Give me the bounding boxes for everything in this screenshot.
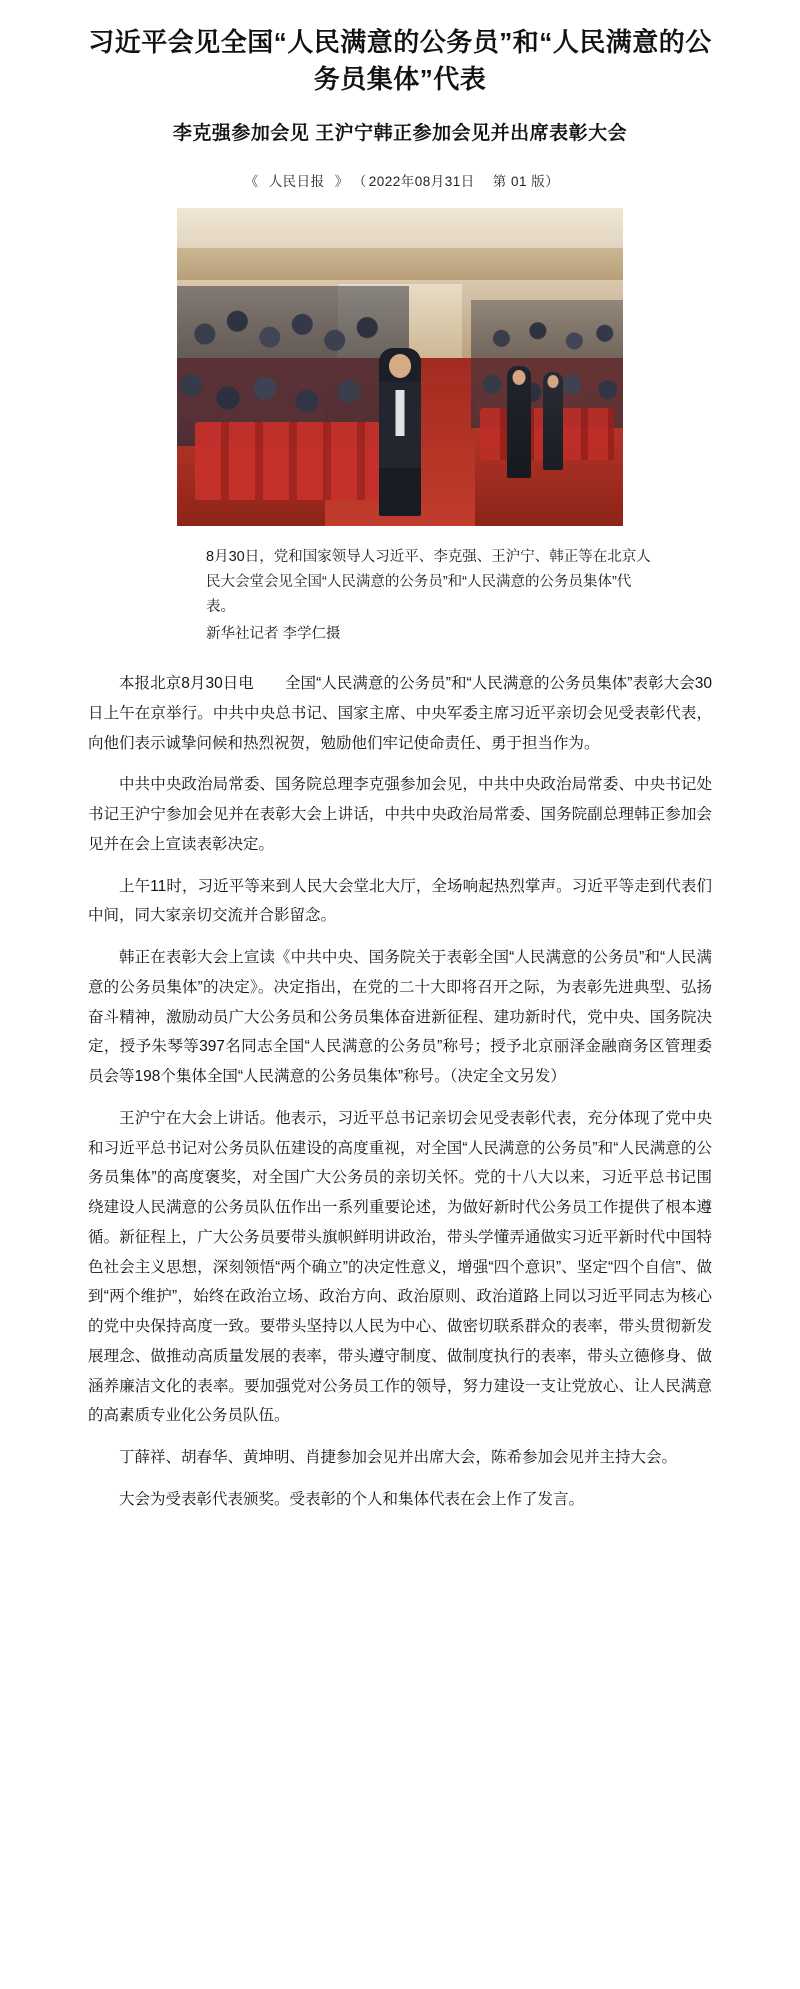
source-page-number: 第 01 版 (492, 174, 546, 190)
source-date: 2022年08月31日 (368, 174, 475, 190)
photo-person-right-a (507, 366, 531, 478)
source-paper-name: 人民日报 (268, 174, 325, 190)
figure-credit: 新华社记者 李学仁摄 (206, 626, 341, 643)
article-paragraph: 大会为受表彰代表颁奖。受表彰的个人和集体代表在会上作了发言。 (119, 1490, 585, 1508)
article-subheadline: 李克强参加会见 王沪宁韩正参加会见并出席表彰大会 (172, 122, 628, 144)
article-paragraph: 王沪宁在大会上讲话。他表示，习近平总书记亲切会见受表彰代表，充分体现了党中央和习近平总书记对公务员队伍建设的高度重视，对全国“人民满意的公务员”和“人民满意的公务员集体”的高度褒奖，对全国广大公务员的亲切关怀。党的十八大以来，习近平总书记围绕建设人民满意的公务员队伍作出一系列重要论述，为做好新时代公务员工作提供了根本遵循。新征程上，广大公务员要带头旗帜鲜明讲政治，带头学懂弄通做实习近平新时代中国特色社会主义思想，深刻领悟“两个确立”的决定性意义，增强“四个意识”、坚定“四个自信”、做到“两个维护”，始终在政治立场、政治方向、政治原则、政治道路上同以习近平同志为核心的党中央保持高度一致。要带头坚持以人民为中心、做密切联系群众的表率，带头贯彻新发展理念、做推动高质量发展的表率，带头遵守制度、做制度执行的表率，带头立德修身、做涵养廉洁文化的表率。要加强党对公务员工作的领导，努力建设一支让党放心、让人民满意的高素质专业化公务员队伍。 (88, 1109, 712, 1425)
photo-person-right-b (543, 372, 563, 470)
article-body (88, 669, 712, 1515)
page-title: 习近平会见全国“人民满意的公务员”和“人民满意的公务员集体”代表 (88, 27, 712, 94)
article-paragraph: 中共中央政治局常委、国务院总理李克强参加会见，中共中央政治局常委、中央书记处书记王沪宁参加会见并在表彰大会上讲话，中共中央政治局常委、国务院副总理韩正参加会见并在会上宣读表彰决定。 (88, 776, 712, 853)
article-paragraph: 本报北京8月30日电 全国“人民满意的公务员”和“人民满意的公务员集体”表彰大会30日上午在京举行。中共中央总书记、国家主席、中央军委主席习近平亲切会见受表彰代表，向他们表示诚挚问候和热烈祝贺，勉励他们牢记使命责任、勇于担当作为。 (88, 675, 712, 752)
article-paragraph: 上午11时，习近平等来到人民大会堂北大厅，全场响起热烈掌声。习近平等走到代表们中间，同大家亲切交流并合影留念。 (88, 877, 712, 925)
source-left-bracket: 《 (244, 174, 259, 190)
photo-person-center (379, 348, 421, 516)
source-close-paren: ） (545, 174, 560, 190)
photo-chairs-left (195, 422, 391, 500)
article-paragraph: 丁薛祥、胡春华、黄坤明、肖捷参加会见并出席大会，陈希参加会见并主持大会。 (119, 1449, 678, 1467)
source-open-paren: （ (352, 174, 367, 190)
source-right-bracket: 》 (334, 174, 349, 190)
figure-caption (88, 545, 712, 647)
article-figure (88, 208, 712, 647)
article-paragraph: 韩正在表彰大会上宣读《中共中央、国务院关于表彰全国“人民满意的公务员”和“人民满意的公务员集体”的决定》。决定指出，在党的二十大即将召开之际，为表彰先进典型、弘扬奋斗精神，激励动员广大公务员和公务员集体奋进新征程、建功新时代，党中央、国务院决定，授予朱琴等397名同志全国“人民满意的公务员”称号；授予北京丽泽金融商务区管理委员会等198个集体全国“人民满意的公务员集体”称号。（决定全文另发） (88, 949, 712, 1086)
photo-ceiling (177, 208, 623, 280)
article-source-line (88, 170, 712, 190)
figure-caption-text: 8月30日，党和国家领导人习近平、李克强、王沪宁、韩正等在北京人民大会堂会见全国“人民满意的公务员”和“人民满意的公务员集体”代表。 (206, 549, 651, 616)
article-photo (177, 208, 623, 526)
